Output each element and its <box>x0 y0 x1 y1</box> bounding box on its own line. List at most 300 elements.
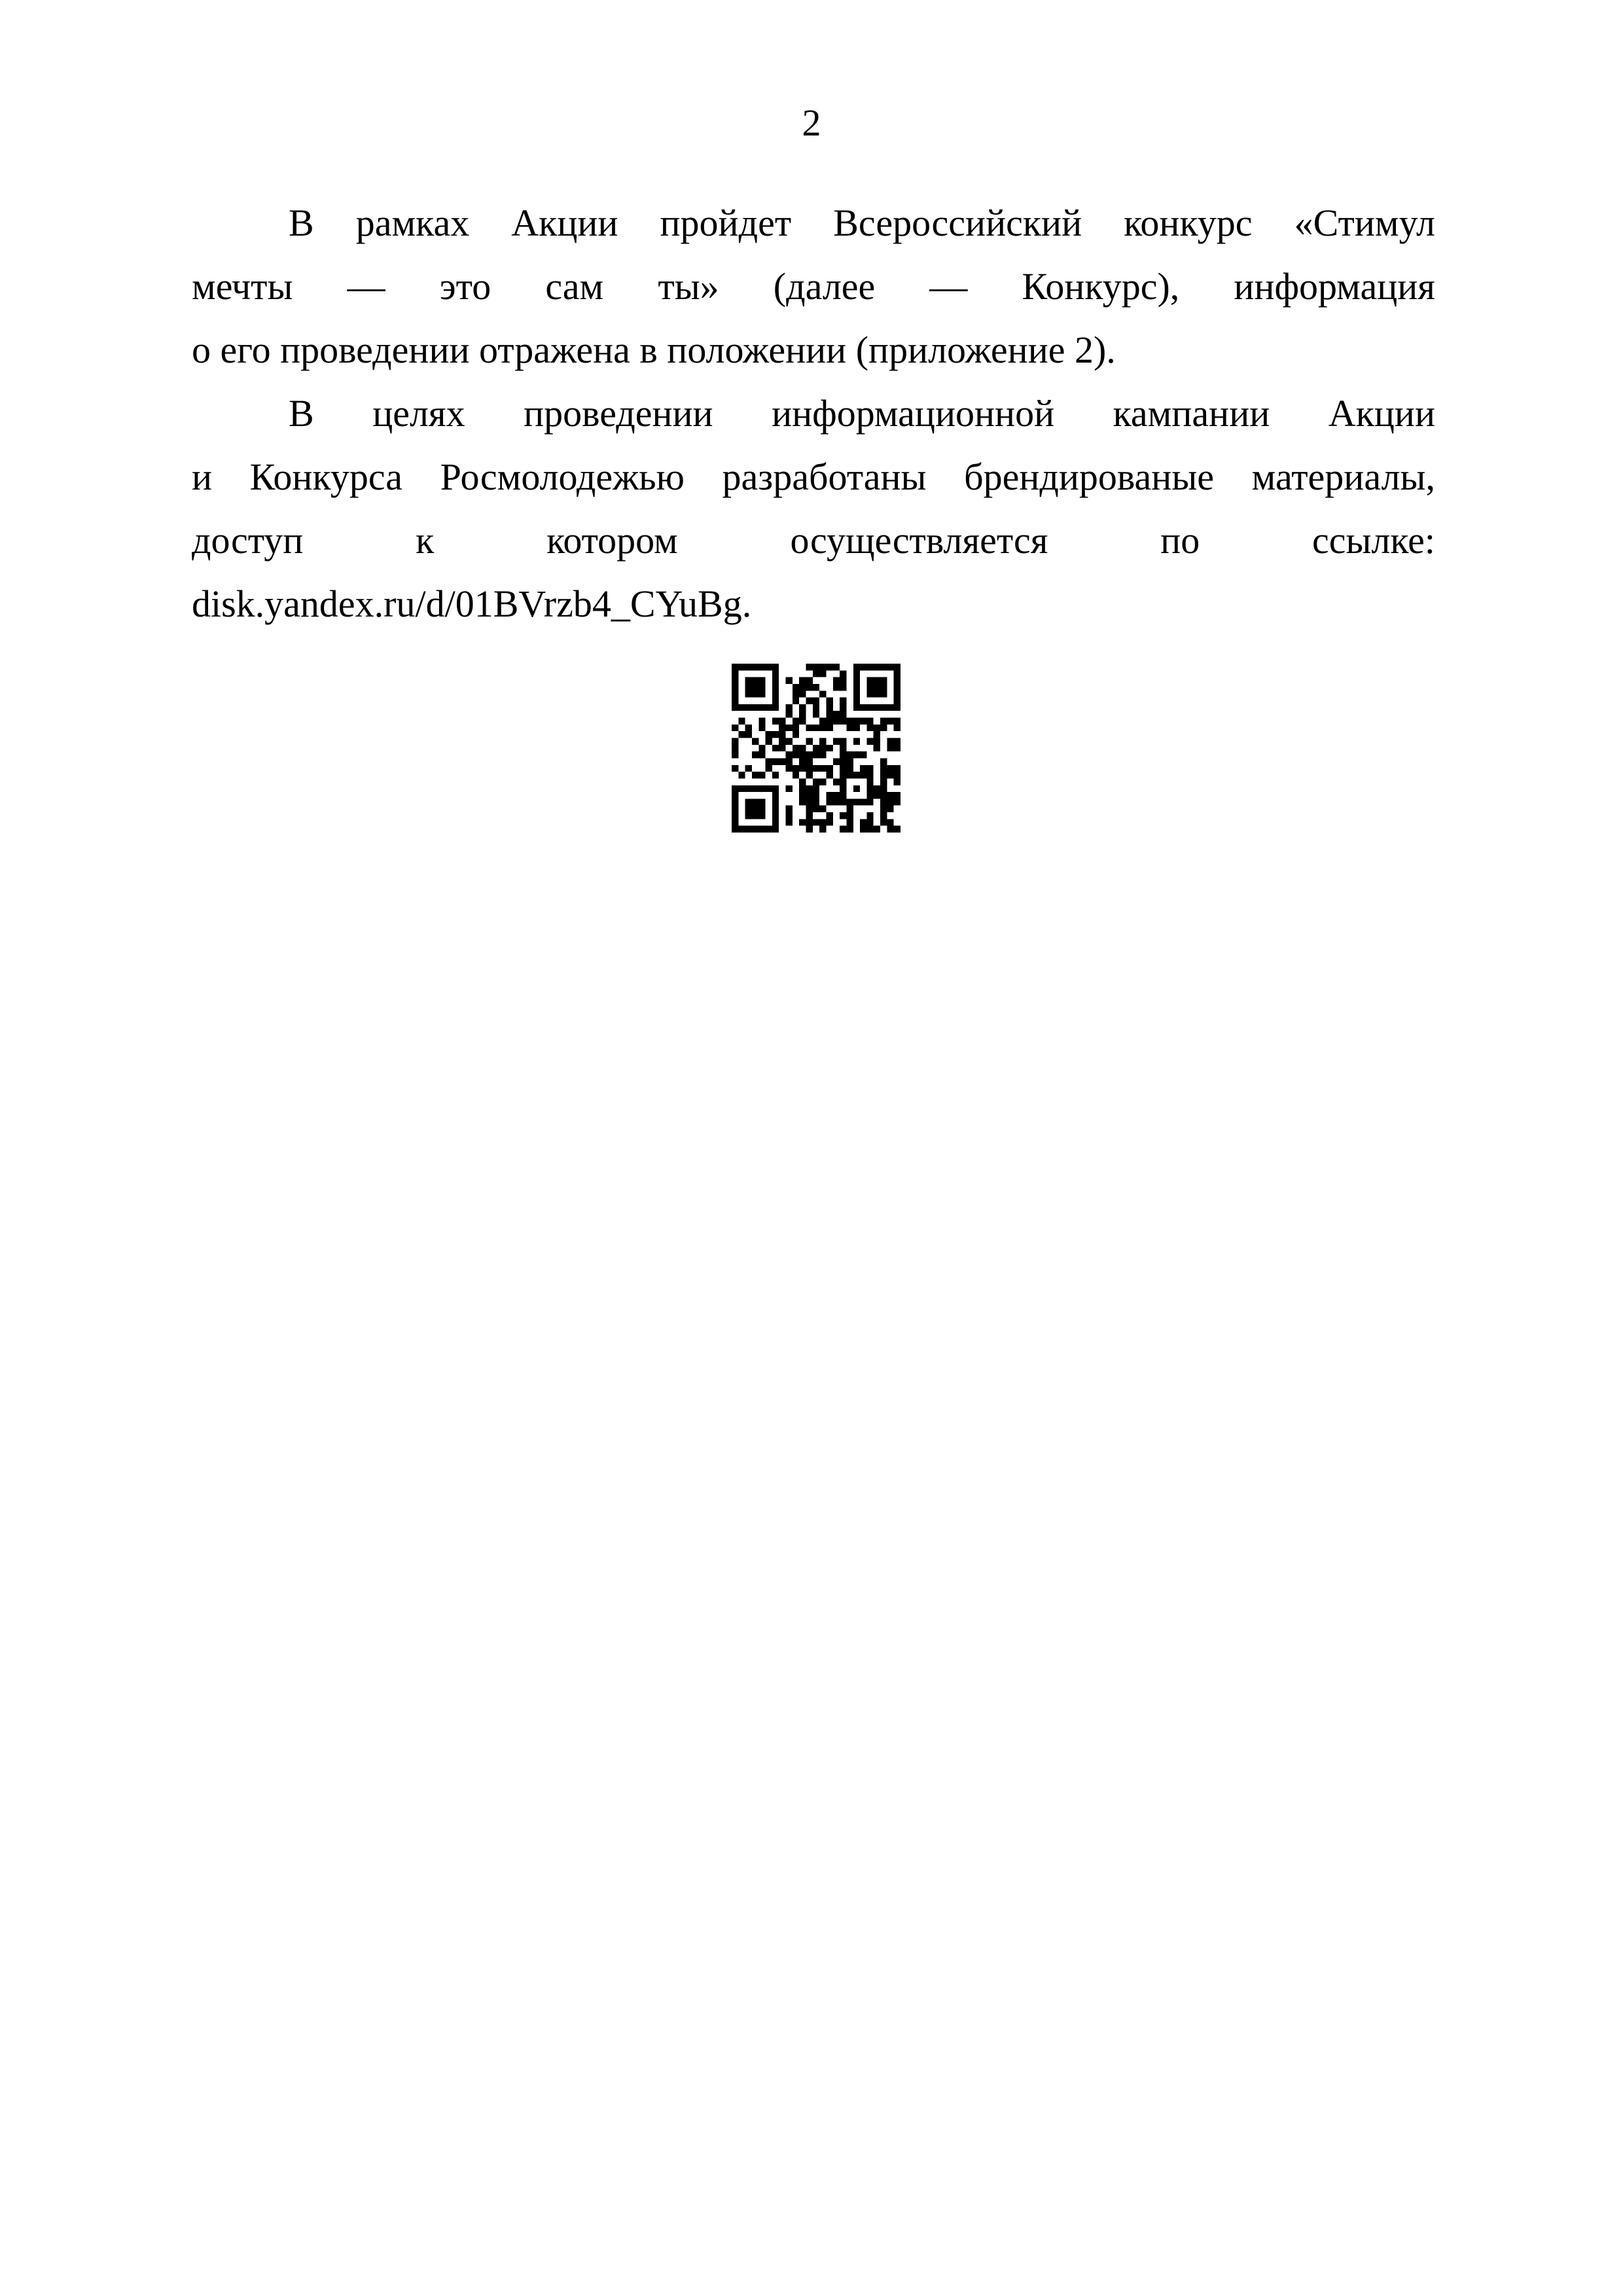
qr-module <box>853 698 860 704</box>
qr-module <box>887 798 893 805</box>
qr-module <box>880 677 887 684</box>
qr-module <box>799 691 806 697</box>
qr-module <box>779 738 785 745</box>
qr-module <box>846 772 853 778</box>
qr-module <box>799 711 806 717</box>
qr-module <box>819 806 826 812</box>
qr-module <box>880 684 887 691</box>
qr-module <box>874 677 880 684</box>
qr-module <box>833 792 840 798</box>
qr-module <box>866 664 873 670</box>
qr-module <box>887 806 893 812</box>
qr-module <box>786 704 793 711</box>
qr-module <box>860 765 866 772</box>
qr-module <box>813 819 819 825</box>
qr-module <box>772 677 779 684</box>
qr-module <box>799 751 806 758</box>
qr-module <box>793 684 799 691</box>
qr-module <box>853 772 860 778</box>
qr-module <box>738 664 745 670</box>
qr-module <box>853 691 860 697</box>
qr-module <box>786 711 793 717</box>
qr-module <box>819 819 826 825</box>
qr-module <box>752 691 758 697</box>
qr-module <box>732 806 738 812</box>
qr-module <box>745 677 752 684</box>
qr-module <box>853 664 860 670</box>
qr-module <box>806 738 813 745</box>
qr-module <box>853 684 860 691</box>
qr-module <box>806 725 813 731</box>
qr-module <box>766 785 772 792</box>
qr-module <box>813 664 819 670</box>
qr-module <box>766 731 772 738</box>
qr-module <box>894 698 901 704</box>
qr-module <box>833 798 840 805</box>
qr-module <box>826 745 832 751</box>
qr-module <box>826 664 832 670</box>
qr-module <box>894 792 901 798</box>
qr-module <box>866 778 873 785</box>
qr-module <box>732 664 738 670</box>
qr-module <box>866 725 873 731</box>
qr-module <box>866 819 873 825</box>
qr-module <box>880 725 887 731</box>
qr-module <box>874 684 880 691</box>
qr-module <box>758 691 765 697</box>
qr-module <box>806 812 813 819</box>
qr-module <box>866 765 873 772</box>
qr-module <box>826 704 832 711</box>
qr-module <box>840 670 846 677</box>
qr-module <box>880 792 887 798</box>
qr-module <box>813 765 819 772</box>
qr-module <box>745 725 752 731</box>
qr-module <box>853 718 860 725</box>
qr-module <box>894 704 901 711</box>
qr-module <box>793 751 799 758</box>
qr-module <box>880 778 887 785</box>
qr-module <box>894 798 901 805</box>
qr-module <box>732 785 738 792</box>
qr-module <box>732 765 738 772</box>
qr-module <box>758 704 765 711</box>
qr-module <box>846 751 853 758</box>
qr-module <box>766 664 772 670</box>
qr-module <box>860 826 866 833</box>
qr-module <box>880 812 887 819</box>
qr-module <box>806 772 813 778</box>
qr-module <box>806 798 813 805</box>
qr-module <box>874 691 880 697</box>
qr-module <box>779 758 785 764</box>
qr-module <box>853 798 860 805</box>
qr-module <box>793 765 799 772</box>
qr-module <box>840 698 846 704</box>
qr-code-icon <box>732 664 901 833</box>
qr-module <box>799 684 806 691</box>
qr-module <box>758 812 765 819</box>
qr-module <box>833 711 840 717</box>
qr-module <box>732 677 738 684</box>
qr-module <box>840 826 846 833</box>
qr-module <box>840 684 846 691</box>
qr-module <box>732 670 738 677</box>
qr-module <box>779 725 785 731</box>
qr-module <box>840 792 846 798</box>
qr-module <box>860 798 866 805</box>
qr-module <box>819 738 826 745</box>
qr-module <box>853 670 860 677</box>
qr-module <box>833 684 840 691</box>
qr-module <box>887 664 893 670</box>
qr-module <box>846 806 853 812</box>
qr-module <box>846 798 853 805</box>
qr-module <box>738 772 745 778</box>
qr-module <box>866 792 873 798</box>
qr-module <box>806 664 813 670</box>
qr-module <box>772 704 779 711</box>
qr-module <box>887 745 893 751</box>
qr-module <box>745 664 752 670</box>
qr-module <box>806 677 813 684</box>
qr-module <box>732 738 738 745</box>
qr-module <box>806 698 813 704</box>
qr-module <box>772 812 779 819</box>
paragraph-line: В целях проведении информационной кампании Акции <box>289 392 1435 435</box>
qr-module <box>866 718 873 725</box>
qr-module <box>894 725 901 731</box>
qr-module <box>766 765 772 772</box>
qr-module <box>846 812 853 819</box>
qr-module <box>819 718 826 725</box>
qr-module <box>772 798 779 805</box>
qr-module <box>826 772 832 778</box>
qr-module <box>853 704 860 711</box>
qr-module <box>840 798 846 805</box>
qr-module <box>752 785 758 792</box>
qr-module <box>840 738 846 745</box>
qr-module <box>880 691 887 697</box>
qr-module <box>813 698 819 704</box>
qr-module <box>840 677 846 684</box>
qr-module <box>874 704 880 711</box>
qr-module <box>799 718 806 725</box>
qr-module <box>758 751 765 758</box>
qr-module <box>772 691 779 697</box>
qr-module <box>806 785 813 792</box>
qr-module <box>766 738 772 745</box>
qr-module <box>874 731 880 738</box>
qr-module <box>752 806 758 812</box>
qr-module <box>887 738 893 745</box>
qr-module <box>874 725 880 731</box>
qr-module <box>732 751 738 758</box>
qr-module <box>738 704 745 711</box>
qr-module <box>840 751 846 758</box>
qr-module <box>826 765 832 772</box>
qr-module <box>813 725 819 731</box>
qr-module <box>887 772 893 778</box>
qr-module <box>738 785 745 792</box>
qr-module <box>826 819 832 825</box>
qr-module <box>880 785 887 792</box>
qr-module <box>772 819 779 825</box>
qr-module <box>860 772 866 778</box>
qr-module <box>786 819 793 825</box>
qr-module <box>786 677 793 684</box>
qr-module <box>786 765 793 772</box>
qr-module <box>880 806 887 812</box>
qr-module <box>826 812 832 819</box>
qr-module <box>874 785 880 792</box>
qr-module <box>799 677 806 684</box>
qr-module <box>779 745 785 751</box>
qr-module <box>732 698 738 704</box>
qr-module <box>853 677 860 684</box>
qr-module <box>840 778 846 785</box>
qr-module <box>745 704 752 711</box>
qr-module <box>853 738 860 745</box>
qr-module <box>732 691 738 697</box>
qr-module <box>786 785 793 792</box>
qr-module <box>894 738 901 745</box>
materials-link[interactable]: disk.yandex.ru/d/01BVrzb4_CYuBg. <box>192 583 752 625</box>
qr-module <box>772 718 779 725</box>
qr-module <box>880 664 887 670</box>
qr-module <box>752 772 758 778</box>
qr-module <box>732 792 738 798</box>
qr-module <box>806 751 813 758</box>
qr-module <box>732 798 738 805</box>
qr-module <box>813 778 819 785</box>
qr-module <box>819 670 826 677</box>
qr-module <box>887 826 893 833</box>
qr-module <box>833 718 840 725</box>
qr-module <box>833 758 840 764</box>
qr-module <box>745 684 752 691</box>
qr-module <box>880 798 887 805</box>
qr-module <box>758 826 765 833</box>
qr-module <box>819 725 826 731</box>
qr-module <box>772 698 779 704</box>
qr-module <box>866 772 873 778</box>
qr-module <box>826 725 832 731</box>
qr-module <box>793 772 799 778</box>
qr-module <box>732 819 738 825</box>
qr-module <box>738 731 745 738</box>
qr-module <box>894 691 901 697</box>
qr-module <box>846 725 853 731</box>
qr-module <box>806 826 813 833</box>
qr-module <box>826 798 832 805</box>
qr-module <box>799 819 806 825</box>
qr-module <box>866 704 873 711</box>
qr-module <box>840 745 846 751</box>
paragraph-line: и Конкурса Росмолодежью разработаны брендированые материалы, <box>192 456 1435 498</box>
qr-module <box>833 664 840 670</box>
qr-module <box>772 772 779 778</box>
paragraph-line: мечты — это сам ты» (далее — Конкурс), информация <box>192 265 1435 308</box>
qr-module <box>732 704 738 711</box>
qr-module <box>772 826 779 833</box>
qr-module <box>860 704 866 711</box>
qr-module <box>846 758 853 764</box>
qr-module <box>846 819 853 825</box>
qr-module <box>866 677 873 684</box>
qr-module <box>806 819 813 825</box>
qr-module <box>786 806 793 812</box>
qr-module <box>772 731 779 738</box>
qr-module <box>793 731 799 738</box>
qr-module <box>853 751 860 758</box>
qr-module <box>813 684 819 691</box>
qr-module <box>866 785 873 792</box>
qr-module <box>887 819 893 825</box>
qr-module <box>894 778 901 785</box>
qr-module <box>833 677 840 684</box>
qr-module <box>745 731 752 738</box>
body-text <box>192 191 1435 636</box>
qr-module <box>732 725 738 731</box>
qr-module <box>813 785 819 792</box>
qr-module <box>793 698 799 704</box>
qr-module <box>826 718 832 725</box>
qr-module <box>732 812 738 819</box>
qr-module <box>806 684 813 691</box>
qr-module <box>826 698 832 704</box>
qr-module <box>840 704 846 711</box>
qr-module <box>819 765 826 772</box>
qr-module <box>866 812 873 819</box>
qr-module <box>766 704 772 711</box>
qr-module <box>887 765 893 772</box>
qr-module <box>880 718 887 725</box>
qr-module <box>866 738 873 745</box>
qr-module <box>786 758 793 764</box>
qr-module <box>745 812 752 819</box>
qr-module <box>745 806 752 812</box>
qr-module <box>833 778 840 785</box>
qr-module <box>752 751 758 758</box>
qr-module <box>772 806 779 812</box>
qr-module <box>758 806 765 812</box>
qr-module <box>826 711 832 717</box>
qr-module <box>880 758 887 764</box>
qr-module <box>745 798 752 805</box>
paragraph-contest <box>192 191 1435 382</box>
qr-module <box>758 718 765 725</box>
qr-module <box>887 704 893 711</box>
qr-module <box>819 751 826 758</box>
qr-module <box>732 684 738 691</box>
qr-module <box>840 758 846 764</box>
qr-module <box>846 765 853 772</box>
qr-module <box>819 691 826 697</box>
qr-module <box>894 826 901 833</box>
qr-module <box>772 670 779 677</box>
qr-module <box>866 684 873 691</box>
qr-module <box>840 718 846 725</box>
qr-module <box>738 718 745 725</box>
page-number: 2 <box>802 101 821 144</box>
qr-module <box>752 812 758 819</box>
qr-module <box>880 765 887 772</box>
qr-module <box>772 684 779 691</box>
qr-module <box>752 677 758 684</box>
qr-module <box>866 826 873 833</box>
qr-module <box>745 785 752 792</box>
qr-module <box>833 738 840 745</box>
qr-module <box>880 819 887 825</box>
qr-module <box>840 772 846 778</box>
qr-module <box>840 711 846 717</box>
qr-module <box>799 798 806 805</box>
paragraph-materials <box>192 382 1435 636</box>
qr-module <box>819 778 826 785</box>
qr-module <box>880 704 887 711</box>
qr-module <box>786 738 793 745</box>
qr-module <box>745 826 752 833</box>
qr-module <box>813 704 819 711</box>
qr-module <box>874 826 880 833</box>
qr-module <box>772 758 779 764</box>
qr-module <box>758 785 765 792</box>
qr-module <box>860 819 866 825</box>
qr-module <box>813 745 819 751</box>
qr-module <box>758 772 765 778</box>
qr-module <box>894 745 901 751</box>
qr-module <box>846 718 853 725</box>
qr-module <box>799 745 806 751</box>
qr-module <box>758 664 765 670</box>
qr-module <box>799 792 806 798</box>
qr-module <box>752 738 758 745</box>
qr-module <box>866 691 873 697</box>
qr-module <box>766 826 772 833</box>
qr-module <box>758 684 765 691</box>
qr-module <box>793 725 799 731</box>
qr-module <box>772 792 779 798</box>
qr-module <box>758 725 765 731</box>
qr-module <box>799 785 806 792</box>
qr-module <box>874 792 880 798</box>
qr-module <box>813 806 819 812</box>
qr-module <box>758 677 765 684</box>
qr-module <box>826 792 832 798</box>
qr-module <box>806 765 813 772</box>
qr-module <box>894 772 901 778</box>
qr-module <box>786 751 793 758</box>
qr-module <box>806 758 813 764</box>
qr-module <box>860 751 866 758</box>
qr-module <box>894 670 901 677</box>
qr-module <box>732 745 738 751</box>
qr-module <box>813 792 819 798</box>
qr-module <box>799 765 806 772</box>
qr-module <box>772 745 779 751</box>
qr-module <box>840 765 846 772</box>
qr-module <box>874 738 880 745</box>
qr-module <box>819 745 826 751</box>
qr-module <box>772 664 779 670</box>
qr-module <box>793 691 799 697</box>
qr-module <box>894 684 901 691</box>
qr-module <box>745 691 752 697</box>
qr-module <box>894 677 901 684</box>
qr-module <box>840 785 846 792</box>
qr-module <box>758 745 765 751</box>
